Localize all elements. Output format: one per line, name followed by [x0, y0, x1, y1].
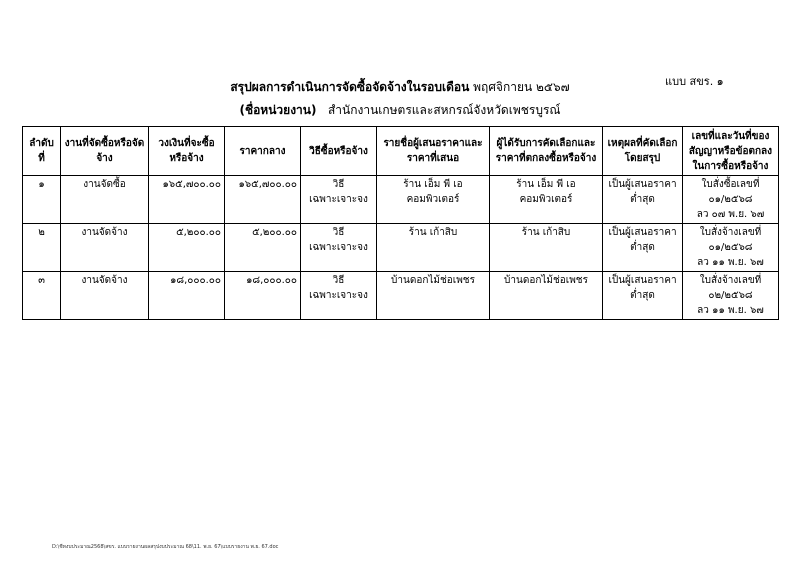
table-row: [23, 272, 779, 320]
cell-contract: [683, 224, 779, 272]
cell-median-price: ๑๘,๐๐๐.๐๐: [225, 272, 301, 320]
header-budget: วงเงินที่จะซื้อหรือจ้าง: [149, 127, 225, 176]
cell-method-line1: วิธี: [332, 179, 345, 190]
header-method: วิธีซื้อหรือจ้าง: [301, 127, 377, 176]
cell-reason-line1: เป็นผู้เสนอราคา: [608, 179, 677, 190]
cell-method: [301, 176, 377, 224]
cell-winner-line1: ร้าน เก้าสิบ: [521, 227, 571, 238]
cell-median-price: ๕,๒๐๐.๐๐: [225, 224, 301, 272]
cell-reason-line2: ต่ำสุด: [630, 242, 655, 253]
cell-winner: [490, 176, 603, 224]
header-bidders: รายชื่อผู้เสนอราคาและราคาที่เสนอ: [377, 127, 490, 176]
table-header-row: [23, 127, 779, 176]
cell-reason-line2: ต่ำสุด: [630, 290, 655, 301]
cell-no: ๒: [23, 224, 61, 272]
cell-reason-line1: เป็นผู้เสนอราคา: [608, 275, 677, 286]
cell-contract-line2: ลว ๑๑ พ.ย. ๖๗: [697, 305, 764, 316]
cell-method: [301, 272, 377, 320]
cell-budget: ๑๖๕,๗๐๐.๐๐: [149, 176, 225, 224]
cell-budget: ๕,๒๐๐.๐๐: [149, 224, 225, 272]
cell-task: งานจัดซื้อ: [61, 176, 149, 224]
agency-label: (ชื่อหน่วยงาน): [239, 103, 317, 117]
cell-median-price: ๑๖๕,๗๐๐.๐๐: [225, 176, 301, 224]
cell-reason: [603, 176, 683, 224]
procurement-table: [22, 126, 779, 320]
cell-contract-line1: ใบสั่งซื้อเลขที่ ๐๑/๒๕๖๘: [701, 179, 760, 205]
cell-method-line2: เฉพาะเจาะจง: [309, 242, 368, 253]
cell-reason-line1: เป็นผู้เสนอราคา: [608, 227, 677, 238]
cell-method-line1: วิธี: [332, 227, 345, 238]
cell-bidders-line1: ร้าน เอ็ม พี เอ: [403, 179, 463, 190]
cell-contract-line2: ลว ๐๗ พ.ย. ๖๗: [696, 209, 765, 220]
cell-bidders-line1: บ้านดอกไม้ช่อเพชร: [391, 275, 475, 286]
cell-bidders-line2: คอมพิวเตอร์: [406, 194, 460, 205]
cell-winner: [490, 272, 603, 320]
page-title: [0, 78, 800, 97]
cell-reason: [603, 272, 683, 320]
cell-winner-line1: บ้านดอกไม้ช่อเพชร: [504, 275, 588, 286]
cell-method-line2: เฉพาะเจาะจง: [309, 194, 368, 205]
title-prefix: สรุปผลการดำเนินการจัดซื้อจัดจ้างในรอบเดือน: [230, 80, 470, 94]
title-period: พฤศจิกายน ๒๕๖๗: [473, 80, 570, 94]
cell-winner: [490, 224, 603, 272]
cell-contract: [683, 176, 779, 224]
cell-bidders: [377, 224, 490, 272]
cell-bidders-line1: ร้าน เก้าสิบ: [408, 227, 458, 238]
cell-bidders: [377, 176, 490, 224]
cell-method: [301, 224, 377, 272]
page-subtitle: [0, 101, 800, 120]
cell-bidders: [377, 272, 490, 320]
cell-contract-line2: ลว ๑๑ พ.ย. ๖๗: [697, 257, 764, 268]
cell-contract-line1: ใบสั่งจ้างเลขที่ ๐๑/๒๕๖๘: [699, 227, 762, 253]
cell-method-line2: เฉพาะเจาะจง: [309, 290, 368, 301]
cell-method-line1: วิธี: [332, 275, 345, 286]
cell-no: ๑: [23, 176, 61, 224]
header-winner: ผู้ได้รับการคัดเลือกและราคาที่ตกลงซื้อหรือจ้าง: [490, 127, 603, 176]
cell-task: งานจัดจ้าง: [61, 272, 149, 320]
form-code: แบบ สขร. ๑: [665, 75, 724, 88]
cell-contract: [683, 272, 779, 320]
header-median-price: ราคากลาง: [225, 127, 301, 176]
cell-no: ๓: [23, 272, 61, 320]
header-no: ลำดับที่: [23, 127, 61, 176]
file-path-footer: D:\ชีทงบประมาณ2568\สขร. แบบรายงานผลสรุปงบประมาณ 68\11. พ.ย. 67\แบบรายงาน พ.ย. 67.doc: [52, 544, 279, 550]
cell-winner-line1: ร้าน เอ็ม พี เอ: [516, 179, 576, 190]
table-row: [23, 224, 779, 272]
cell-contract-line1: ใบสั่งจ้างเลขที่ ๐๒/๒๕๖๘: [699, 275, 762, 301]
cell-task: งานจัดจ้าง: [61, 224, 149, 272]
table-row: [23, 176, 779, 224]
cell-winner-line2: คอมพิวเตอร์: [519, 194, 573, 205]
header-reason: เหตุผลที่คัดเลือกโดยสรุป: [603, 127, 683, 176]
cell-reason-line2: ต่ำสุด: [630, 194, 655, 205]
cell-budget: ๑๘,๐๐๐.๐๐: [149, 272, 225, 320]
header-contract: เลขที่และวันที่ของสัญญาหรือข้อตกลงในการซื้อหรือจ้าง: [683, 127, 779, 176]
agency-name: สำนักงานเกษตรและสหกรณ์จังหวัดเพชรบูรณ์: [327, 103, 561, 117]
cell-reason: [603, 224, 683, 272]
header-task: งานที่จัดซื้อหรือจัดจ้าง: [61, 127, 149, 176]
